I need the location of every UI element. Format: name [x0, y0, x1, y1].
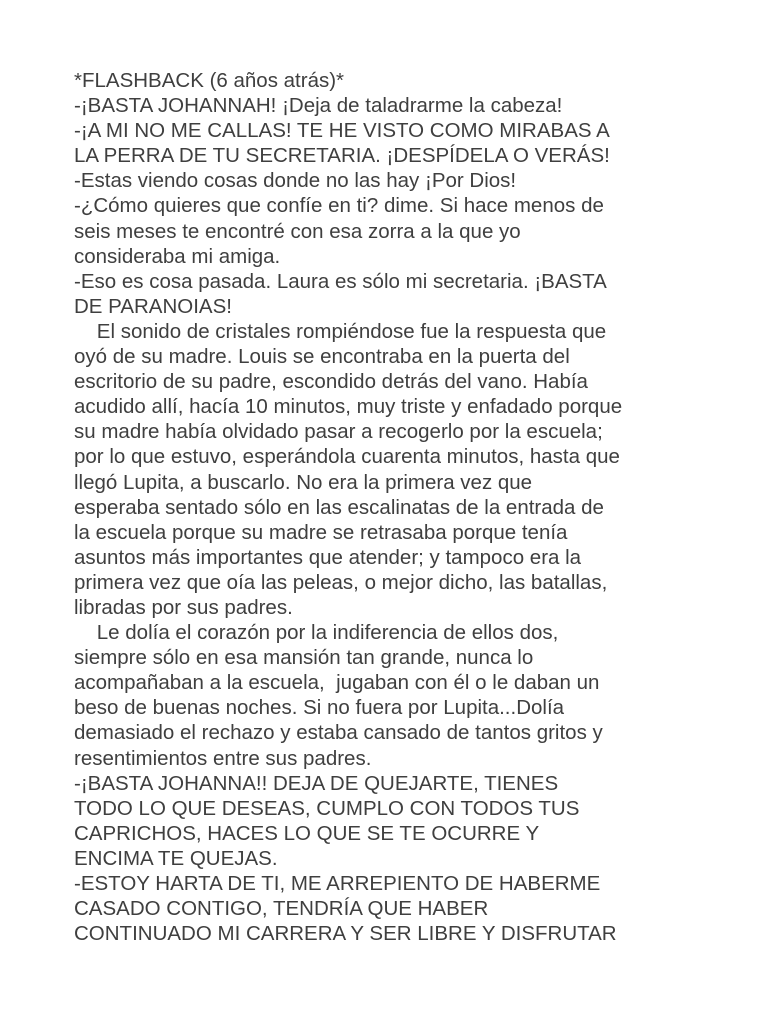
text-line: -¡BASTA JOHANNA!! DEJA DE QUEJARTE, TIENES — [74, 771, 559, 795]
text-line: -ESTOY HARTA DE TI, ME ARREPIENTO DE HABERME — [74, 872, 601, 895]
text-line: CASADO CONTIGO, TENDRÍA QUE HABER — [74, 897, 489, 921]
text-line: siempre sólo en esa mansión tan grande, nunca lo — [74, 646, 534, 670]
text-line: esperaba sentado sólo en las escalinatas de la entrada de — [74, 495, 604, 519]
text-line: Le dolía el corazón por la indiferencia de ellos dos, — [74, 621, 559, 645]
text-line: consideraba mi amiga. — [74, 244, 281, 268]
text-line: DE PARANOIAS! — [74, 294, 232, 318]
text-line: -¡BASTA JOHANNAH! ¡Deja de taladrarme la cabeza! — [74, 94, 563, 118]
text-line: libradas por sus padres. — [74, 595, 293, 619]
text-line: CAPRICHOS, HACES LO QUE SE TE OCURRE Y — [74, 821, 540, 845]
text-line: -¡A MI NO ME CALLAS! TE HE VISTO COMO MIRABAS A — [74, 119, 610, 143]
text-line: TODO LO QUE DESEAS, CUMPLO CON TODOS TUS — [74, 796, 580, 820]
text-line: asuntos más importantes que atender; y tampoco era la — [74, 545, 582, 569]
text-line: acompañaban a la escuela, jugaban con él o le daban un — [74, 671, 600, 695]
text-line: beso de buenas noches. Si no fuera por Lupita...Dolía — [74, 696, 565, 720]
text-line: -Estas viendo cosas donde no las hay ¡Por Dios! — [74, 169, 517, 193]
text-line: acudido allí, hacía 10 minutos, muy triste y enfadado porque — [74, 395, 623, 419]
text-line: llegó Lupita, a buscarlo. No era la primera vez que — [74, 470, 533, 494]
text-line: escritorio de su padre, escondido detrás del vano. Había — [74, 370, 588, 394]
document-page — [74, 68, 704, 946]
text-line: -¿Cómo quieres que confíe en ti? dime. Si hace menos de — [74, 194, 604, 218]
text-line: demasiado el rechazo y estaba cansado de tantos gritos y — [74, 721, 603, 745]
text-line: -Eso es cosa pasada. Laura es sólo mi secretaria. ¡BASTA — [74, 269, 607, 293]
text-line: CONTINUADO MI CARRERA Y SER LIBRE Y DISFRUTAR — [74, 922, 617, 946]
text-line: *FLASHBACK (6 años atrás)* — [74, 69, 345, 92]
text-line: ENCIMA TE QUEJAS. — [74, 846, 278, 870]
text-line: resentimientos entre sus padres. — [74, 746, 372, 770]
text-line: primera vez que oía las peleas, o mejor dicho, las batallas, — [74, 570, 608, 594]
text-line: por lo que estuvo, esperándola cuarenta minutos, hasta que — [74, 445, 620, 469]
text-line: LA PERRA DE TU SECRETARIA. ¡DESPÍDELA O VERÁS! — [74, 144, 610, 168]
text-line: El sonido de cristales rompiéndose fue la respuesta que — [74, 319, 607, 343]
text-line: su madre había olvidado pasar a recogerlo por la escuela; — [74, 420, 603, 444]
text-line: seis meses te encontré con esa zorra a la que yo — [74, 219, 521, 243]
text-line: oyó de su madre. Louis se encontraba en la puerta del — [74, 345, 570, 369]
text-line: la escuela porque su madre se retrasaba porque tenía — [74, 520, 568, 544]
